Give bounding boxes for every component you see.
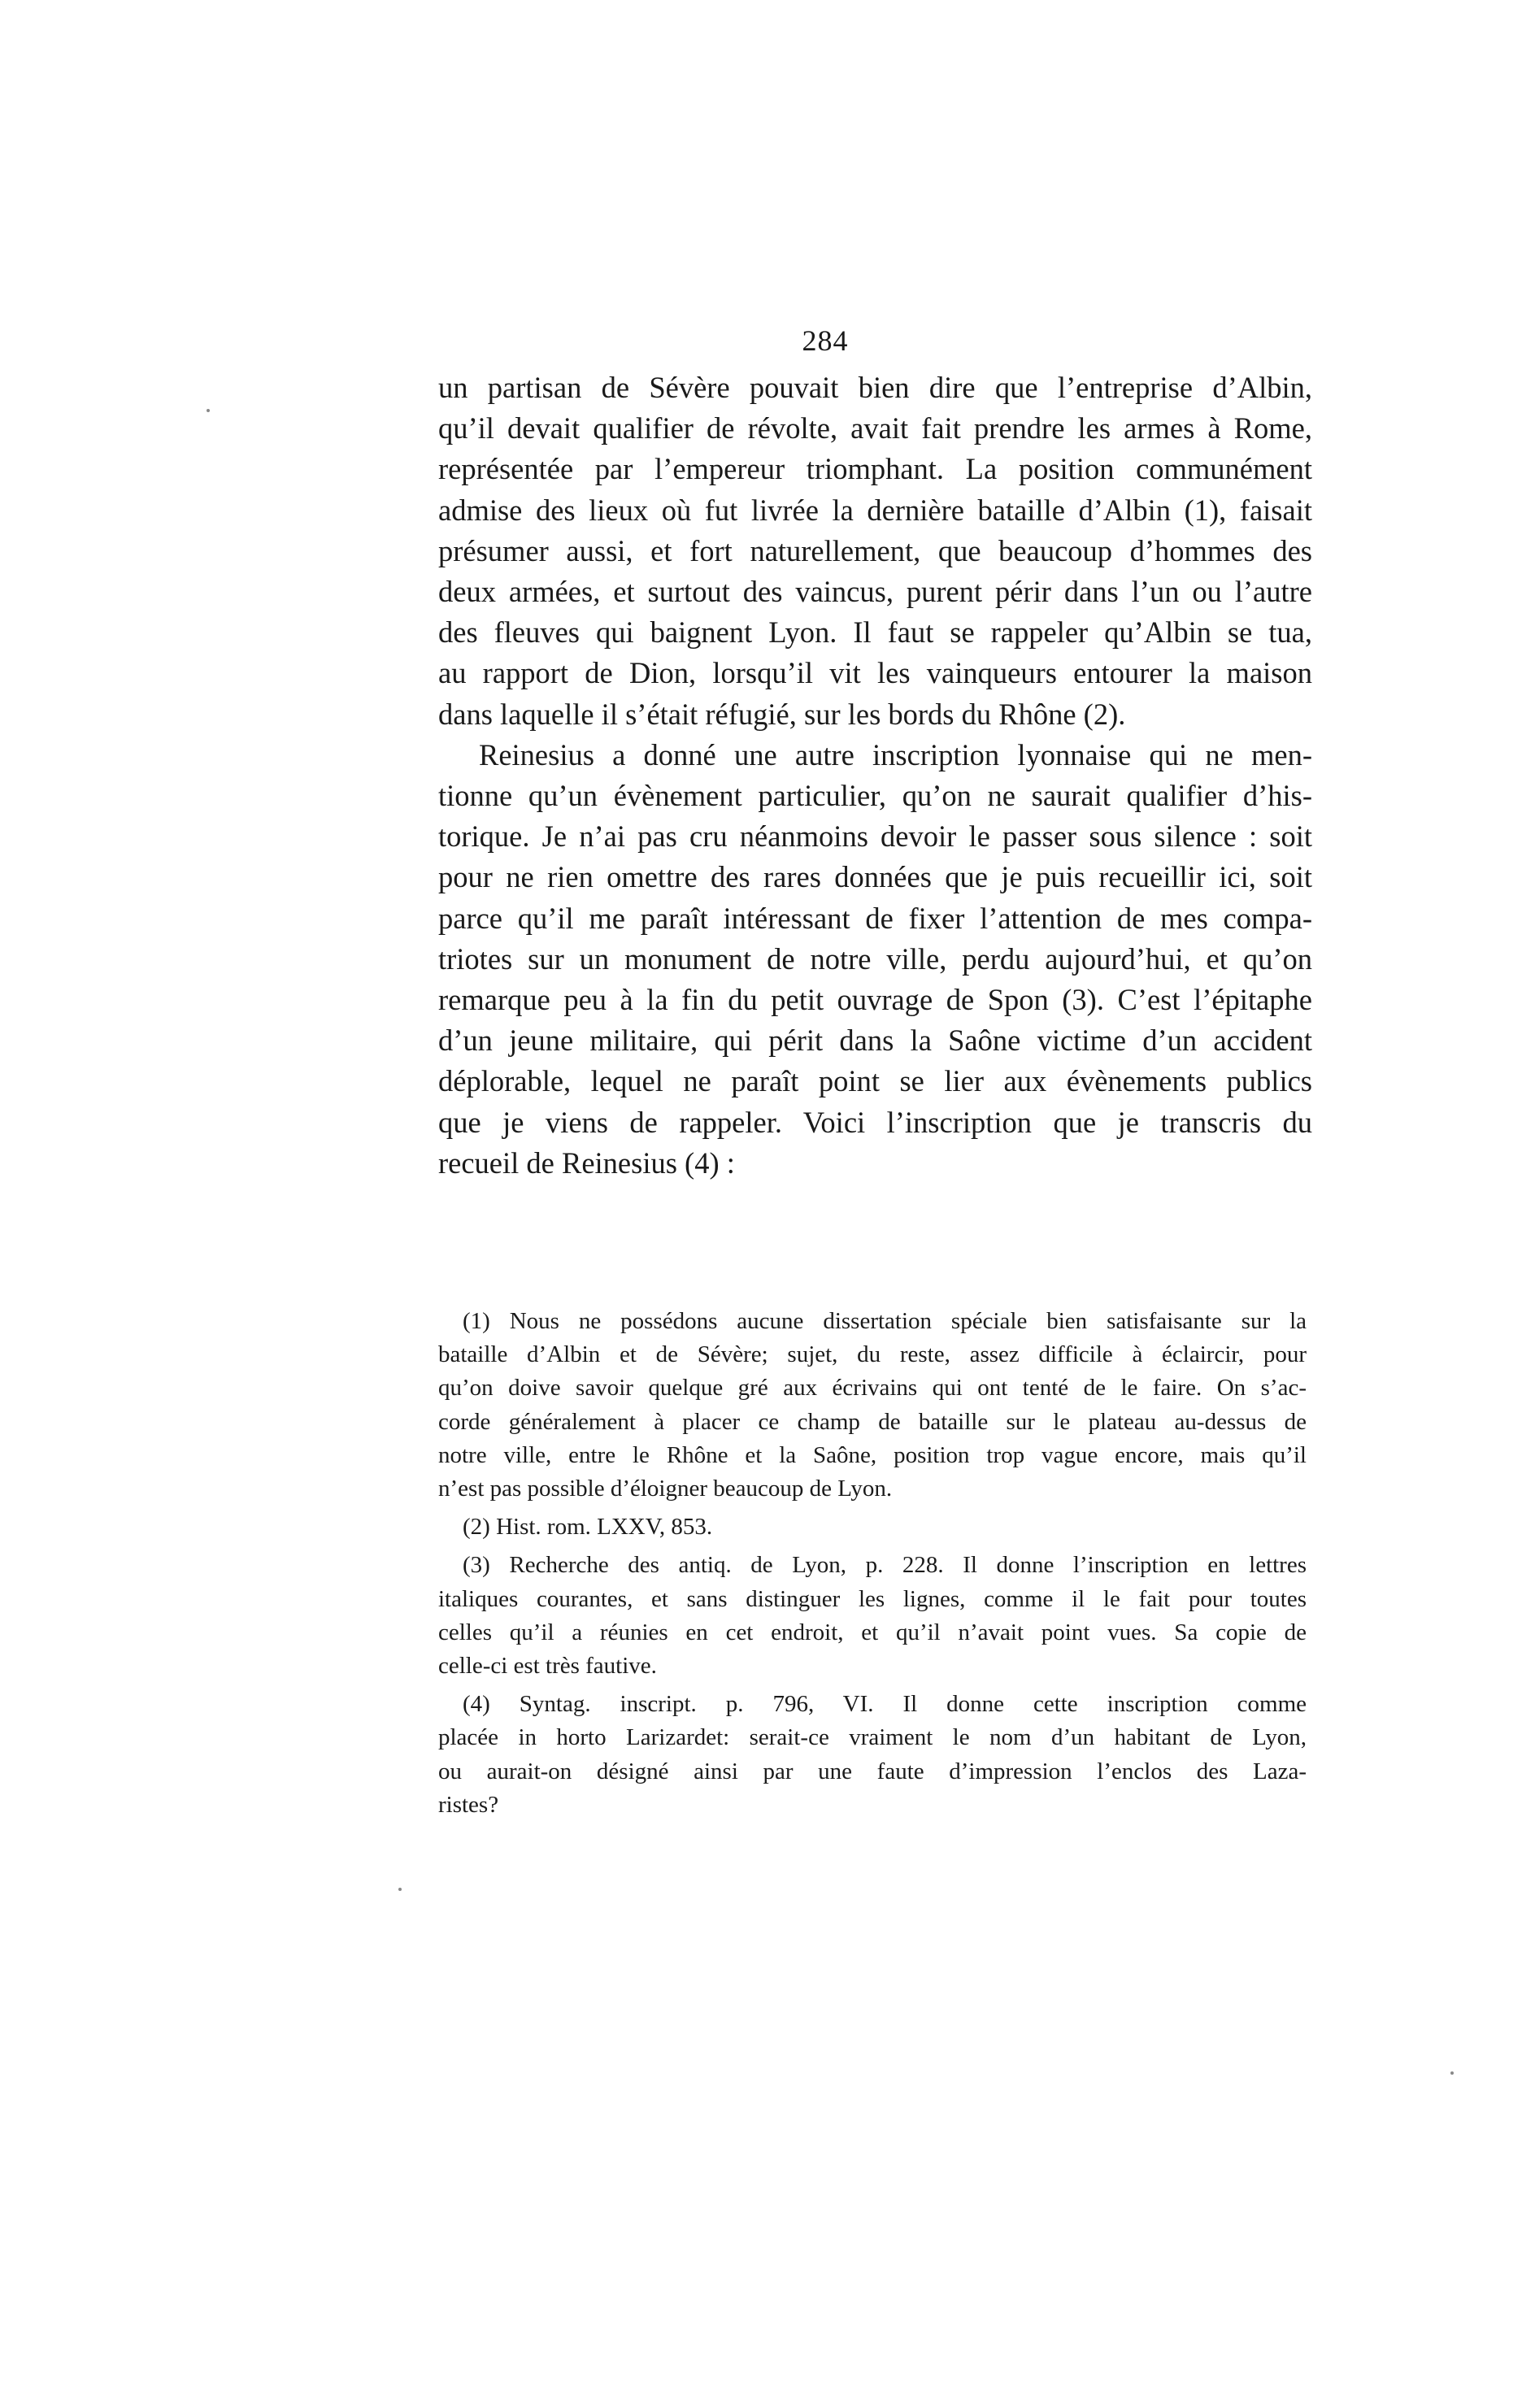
footnote-line: (1) Nous ne possédons aucune dissertation spéciale bien satisfaisante sur la: [463, 1308, 1307, 1334]
text-line: remarque peu à la fin du petit ouvrage de Spon (3). C’est l’épitaphe: [438, 983, 1312, 1017]
footnote-1: [438, 1305, 1307, 1506]
text-line: pour ne rien omettre des rares données que je puis recueillir ici, soit: [438, 860, 1312, 894]
text-line: Reinesius a donné une autre inscription lyonnaise qui ne men-: [479, 737, 1312, 772]
text-line: un partisan de Sévère pouvait bien dire que l’entreprise d’Albin,: [438, 371, 1312, 404]
footnote-line: notre ville, entre le Rhône et la Saône, position trop vague encore, mais qu’il: [438, 1441, 1307, 1468]
text-line: parce qu’il me paraît intéressant de fixer l’attention de mes compa-: [438, 901, 1312, 935]
footnote-line: celle-ci est très fautive.: [438, 1653, 657, 1680]
footnote-4: [438, 1688, 1307, 1822]
text-line: deux armées, et surtout des vaincus, purent périr dans l’un ou l’autre: [438, 575, 1312, 609]
footnote-2: [438, 1510, 1307, 1544]
text-line: d’un jeune militaire, qui périt dans la Saône victime d’un accident: [438, 1024, 1312, 1058]
body-text: [438, 367, 1312, 1184]
footnote-line: celles qu’il a réunies en cet endroit, et qu’il n’avait point vues. Sa copie de: [438, 1619, 1307, 1645]
paper-speck: [207, 409, 210, 412]
footnote-line: (2) Hist. rom. LXXV, 853.: [463, 1514, 713, 1541]
text-line: dans laquelle il s’était réfugié, sur les bords du Rhône (2).: [438, 697, 1126, 731]
footnote-3: [438, 1549, 1307, 1683]
footnote-line: (4) Syntag. inscript. p. 796, VI. Il donne cette inscription comme: [463, 1691, 1307, 1718]
footnote-line: italiques courantes, et sans distinguer les lignes, comme il le fait pour toutes: [438, 1585, 1307, 1612]
footnote-line: n’est pas possible d’éloigner beaucoup de Lyon.: [438, 1476, 893, 1502]
text-line: triotes sur un monument de notre ville, perdu aujourd’hui, et qu’on: [438, 941, 1312, 976]
footnote-line: qu’on doive savoir quelque gré aux écrivains qui ont tenté de le faire. On s’ac-: [438, 1375, 1307, 1402]
text-line: admise des lieux où fut livrée la dernière bataille d’Albin (1), faisait: [438, 493, 1312, 527]
text-line: représentée par l’empereur triomphant. La position communément: [438, 452, 1312, 486]
footnote-line: placée in horto Larizardet: serait-ce vraiment le nom d’un habitant de Lyon,: [438, 1724, 1307, 1751]
text-line: qu’il devait qualifier de révolte, avait fait prendre les armes à Rome,: [438, 411, 1312, 446]
text-line: au rapport de Dion, lorsqu’il vit les vainqueurs entourer la maison: [438, 656, 1312, 690]
text-line: torique. Je n’ai pas cru néanmoins devoir le passer sous silence : soit: [438, 819, 1312, 854]
text-line: déplorable, lequel ne paraît point se lier aux évènements publics: [438, 1064, 1312, 1098]
text-line: que je viens de rappeler. Voici l’inscription que je transcris du: [438, 1105, 1312, 1139]
text-line: recueil de Reinesius (4) :: [438, 1145, 735, 1180]
page-number: 284: [802, 324, 849, 357]
text-line: présumer aussi, et fort naturellement, que beaucoup d’hommes des: [438, 533, 1312, 567]
paragraph-2: [438, 735, 1312, 1184]
footnotes: [438, 1305, 1307, 1827]
footnote-line: ristes?: [438, 1791, 499, 1818]
paragraph-1: [438, 367, 1312, 735]
text-line: des fleuves qui baignent Lyon. Il faut se rappeler qu’Albin se tua,: [438, 615, 1312, 650]
footnote-line: corde généralement à placer ce champ de bataille sur le plateau au-dessus de: [438, 1408, 1307, 1435]
footnote-line: bataille d’Albin et de Sévère; sujet, du reste, assez difficile à éclaircir, pour: [438, 1341, 1307, 1368]
paper-speck: [1450, 2071, 1454, 2075]
footnote-line: (3) Recherche des antiq. de Lyon, p. 228. Il donne l’inscription en lettres: [463, 1552, 1307, 1579]
text-line: tionne qu’un évènement particulier, qu’on ne saurait qualifier d’his-: [438, 779, 1312, 813]
footnote-line: ou aurait-on désigné ainsi par une faute d’impression l’enclos des Laza-: [438, 1758, 1307, 1784]
paper-speck: [398, 1888, 402, 1891]
